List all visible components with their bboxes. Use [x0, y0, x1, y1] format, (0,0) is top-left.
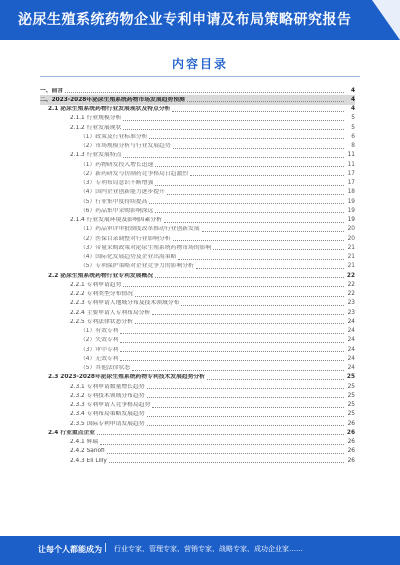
toc-page-number: 6 [351, 133, 355, 140]
toc-entry[interactable] [40, 354, 355, 363]
toc-page-number: 21 [347, 254, 355, 261]
toc-entry[interactable] [40, 225, 355, 234]
toc-leader-dots [155, 166, 344, 167]
toc-entry-text: （1）药品审评审批制度改革推动行业创新发展 [80, 226, 200, 233]
toc-entry[interactable] [40, 327, 355, 336]
toc-leader-dots [123, 286, 344, 287]
header-corner-decoration [372, 0, 400, 40]
toc-leader-dots [152, 314, 344, 315]
toc-entry[interactable] [40, 197, 355, 206]
toc-entry-text: （4）国际化发展趋势及企业出海策略 [80, 254, 177, 261]
toc-page-number: 19 [347, 207, 355, 214]
toc-entry[interactable] [40, 253, 355, 262]
toc-heading: 内容目录 [171, 57, 228, 71]
toc-page-number: 20 [347, 235, 355, 242]
toc-leader-dots [97, 434, 344, 435]
toc-entry[interactable] [40, 428, 355, 437]
toc-leader-dots [190, 175, 344, 176]
toc-leader-dots [100, 444, 344, 445]
toc-entry[interactable] [40, 216, 355, 225]
toc-entry-text: 2.2.5 专利法律状态分析 [70, 318, 133, 325]
toc-entry[interactable] [40, 179, 355, 188]
toc-entry[interactable] [40, 160, 355, 169]
toc-entry[interactable] [40, 290, 355, 299]
toc-entry-text: （3）专利布局意识不断增强 [80, 180, 154, 187]
report-title: 泌尿生殖系统药物企业专利申请及布局策略研究报告 [18, 12, 352, 28]
toc-leader-dots [135, 296, 344, 297]
toc-entry-text: （2）新药研发与仿制药竞争格局日趋激烈 [80, 170, 189, 177]
toc-leader-dots [164, 222, 344, 223]
toc-page-number: 21 [347, 263, 355, 270]
toc-leader-dots [181, 305, 344, 306]
toc-entry-text: 2.3 2023-2028年泌尿生殖系统药物专利技术发展趋势分析 [48, 374, 206, 381]
toc-page-number: 21 [347, 244, 355, 251]
toc-leader-dots [172, 111, 344, 112]
toc-leader-dots [123, 129, 344, 130]
toc-page-number: 4 [350, 96, 355, 103]
toc-leader-dots [155, 185, 344, 186]
toc-entry-text: 一、前言 [40, 87, 64, 94]
toc-page-number: 24 [347, 318, 355, 325]
toc-page-number: 17 [347, 170, 355, 177]
toc-page-number: 24 [347, 346, 355, 353]
toc-leader-dots [120, 351, 344, 352]
toc-page-number: 5 [351, 124, 355, 131]
toc-leader-dots [187, 101, 344, 102]
toc-entry-text: 2.3.3 专利申请人竞争格局趋势 [70, 402, 151, 409]
toc-page-number: 26 [346, 429, 355, 436]
toc-leader-dots [147, 416, 344, 417]
toc-leader-dots [173, 240, 344, 241]
toc-divider [40, 76, 360, 77]
toc-leader-dots [196, 268, 344, 269]
toc-page-number: 17 [347, 180, 355, 187]
toc-entry[interactable] [40, 234, 355, 243]
toc-leader-dots [149, 203, 344, 204]
toc-page-number: 26 [347, 457, 355, 464]
toc-entry[interactable] [40, 308, 355, 317]
toc-page-number: 25 [346, 374, 355, 381]
toc-page-number: 5 [351, 115, 355, 122]
toc-entry-text: （4）国内企业创新能力逐步提升 [80, 189, 165, 196]
toc-leader-dots [147, 425, 344, 426]
toc-leader-dots [132, 370, 344, 371]
toc-entry-text: 2.2 泌尿生殖系统药物行业专利发展概况 [48, 272, 154, 279]
toc-leader-dots [123, 120, 344, 121]
toc-page-number: 20 [347, 226, 355, 233]
toc-entry[interactable] [40, 243, 355, 252]
toc-page-number: 19 [347, 198, 355, 205]
toc-entry-text: 2.3.1 专利申请数量增长趋势 [70, 383, 145, 390]
toc-entry-text: 2.3.4 专利布局策略发展趋势 [70, 411, 145, 418]
toc-leader-dots [65, 92, 344, 93]
toc-page-number: 18 [347, 189, 355, 196]
toc-entry[interactable] [40, 438, 355, 447]
toc-entry[interactable] [40, 86, 355, 95]
toc-leader-dots [107, 453, 344, 454]
toc-leader-dots [120, 360, 344, 361]
toc-entry[interactable] [40, 95, 355, 104]
toc-entry[interactable] [40, 345, 355, 354]
toc-entry[interactable] [40, 142, 355, 151]
table-of-contents [40, 86, 355, 465]
toc-entry-text: （1）药物研发投入增长迅速 [80, 161, 154, 168]
toc-entry[interactable] [40, 188, 355, 197]
toc-entry[interactable] [40, 280, 355, 289]
toc-leader-dots [147, 388, 344, 389]
toc-leader-dots [202, 231, 344, 232]
toc-entry-text: 2.1.4 行业发展环境及影响因素分析 [70, 217, 162, 224]
toc-page-number: 26 [347, 448, 355, 455]
toc-entry[interactable] [40, 271, 355, 280]
toc-entry-text: 2.2.4 主要申请人专利布局分析 [70, 309, 151, 316]
toc-entry[interactable] [40, 132, 355, 141]
toc-entry[interactable] [40, 105, 355, 114]
toc-leader-dots [213, 249, 344, 250]
toc-entry-text: 2.1.2 行业发展现状 [70, 124, 122, 131]
toc-entry[interactable] [40, 262, 355, 271]
toc-entry-text: 2.2.1 专利申请趋势 [70, 281, 122, 288]
toc-entry-text: （3）审中专利 [80, 346, 119, 353]
toc-entry-text: （1）政策及行业标准分析 [80, 133, 148, 140]
report-header [0, 0, 400, 40]
toc-page-number: 22 [347, 281, 355, 288]
toc-page-number: 4 [350, 106, 355, 113]
toc-entry[interactable] [40, 114, 355, 123]
toc-page-number: 23 [347, 300, 355, 307]
toc-leader-dots [120, 333, 344, 334]
toc-page-number: 25 [347, 383, 355, 390]
toc-page-number: 22 [347, 291, 355, 298]
toc-entry[interactable] [40, 391, 355, 400]
toc-entry-text: （3）带量采购政策对泌尿生殖系统药物市场的影响 [80, 244, 212, 251]
toc-leader-dots [120, 342, 344, 343]
toc-entry-text: （2）医保目录调整对行业影响分析 [80, 235, 171, 242]
toc-entry[interactable] [40, 410, 355, 419]
toc-leader-dots [149, 138, 344, 139]
toc-entry[interactable] [40, 364, 355, 373]
toc-entry[interactable] [40, 373, 355, 382]
toc-entry-text: 2.3.2 专利技术领域分布趋势 [70, 392, 145, 399]
toc-entry[interactable] [40, 206, 355, 215]
toc-entry-text: 2.4.2 Sanofi [70, 448, 105, 455]
toc-entry-text: （2）市场规模分析与行业发展趋势 [80, 143, 171, 150]
footer-separator: | [104, 543, 108, 553]
toc-entry-text: 2.2.2 专利类型分布情况 [70, 291, 133, 298]
toc-entry-text: （5）专利保护策略对企业竞争力的影响分析 [80, 263, 194, 270]
toc-page-number: 25 [347, 402, 355, 409]
toc-leader-dots [123, 157, 344, 158]
toc-entry-text: （5）行业集中度持续提高 [80, 198, 148, 205]
toc-page-number: 19 [347, 217, 355, 224]
toc-page-number: 4 [350, 87, 355, 94]
toc-leader-dots [155, 277, 344, 278]
toc-leader-dots [173, 148, 344, 149]
toc-page-number: 24 [347, 365, 355, 372]
toc-page-number: 24 [347, 328, 355, 335]
toc-page-number: 22 [346, 272, 355, 279]
toc-page-number: 24 [347, 355, 355, 362]
toc-entry-text: 2.1.1 行业规模分析 [70, 115, 122, 122]
footer-slogan-right: 行业专家、管理专家、营销专家、战略专家、成功企业家…… [114, 545, 303, 553]
toc-page-number: 23 [347, 309, 355, 316]
toc-entry[interactable] [40, 401, 355, 410]
toc-entry-text: 2.1 泌尿生殖系统药物行业发展现状及特点分析 [48, 106, 171, 113]
toc-leader-dots [135, 323, 344, 324]
toc-entry[interactable] [40, 419, 355, 428]
toc-entry-text: 2.2.3 专利申请人地域分布及技术领域分布 [70, 300, 180, 307]
toc-entry[interactable] [40, 447, 355, 456]
toc-entry-text: （6）药品集中采购影响深远 [80, 207, 154, 214]
toc-leader-dots [207, 379, 344, 380]
toc-entry-text: （5）其他法律状态 [80, 365, 131, 372]
toc-leader-dots [155, 212, 344, 213]
toc-entry[interactable] [40, 336, 355, 345]
toc-page-number: 8 [351, 143, 355, 150]
toc-page-number: 25 [347, 392, 355, 399]
toc-entry[interactable] [40, 299, 355, 308]
toc-leader-dots [178, 259, 344, 260]
toc-leader-dots [147, 397, 344, 398]
toc-leader-dots [152, 407, 344, 408]
toc-entry[interactable] [40, 169, 355, 178]
toc-entry-text: 2.4 行业重点企业 [48, 429, 96, 436]
toc-entry[interactable] [40, 382, 355, 391]
toc-entry[interactable] [40, 456, 355, 465]
toc-entry-text: 二、2023-2028年泌尿生殖系统药物市场发展趋势预测 [40, 96, 185, 103]
toc-entry-text: 2.4.3 Eli Lilly [70, 457, 107, 464]
toc-entry-text: （4）无效专利 [80, 355, 119, 362]
toc-entry-text: 2.4.1 辉瑞 [70, 439, 99, 446]
toc-entry-text: （2）失效专利 [80, 337, 119, 344]
footer-banner [0, 536, 400, 565]
toc-entry[interactable] [40, 317, 355, 326]
toc-entry-text: 2.1.3 行业发展特点 [70, 152, 122, 159]
footer-slogan-left: 让每个人都能成为 [38, 545, 102, 554]
toc-entry[interactable] [40, 123, 355, 132]
toc-page-number: 25 [347, 411, 355, 418]
toc-leader-dots [167, 194, 344, 195]
toc-page-number: 24 [347, 337, 355, 344]
toc-entry-text: （1）有效专利 [80, 328, 119, 335]
toc-page-number: 11 [347, 161, 355, 168]
toc-entry-text: 2.3.5 国际专利申请发展趋势 [70, 420, 145, 427]
toc-page-number: 26 [347, 420, 355, 427]
toc-page-number: 26 [347, 439, 355, 446]
toc-leader-dots [109, 462, 344, 463]
toc-entry[interactable] [40, 151, 355, 160]
toc-page-number: 11 [347, 152, 355, 159]
